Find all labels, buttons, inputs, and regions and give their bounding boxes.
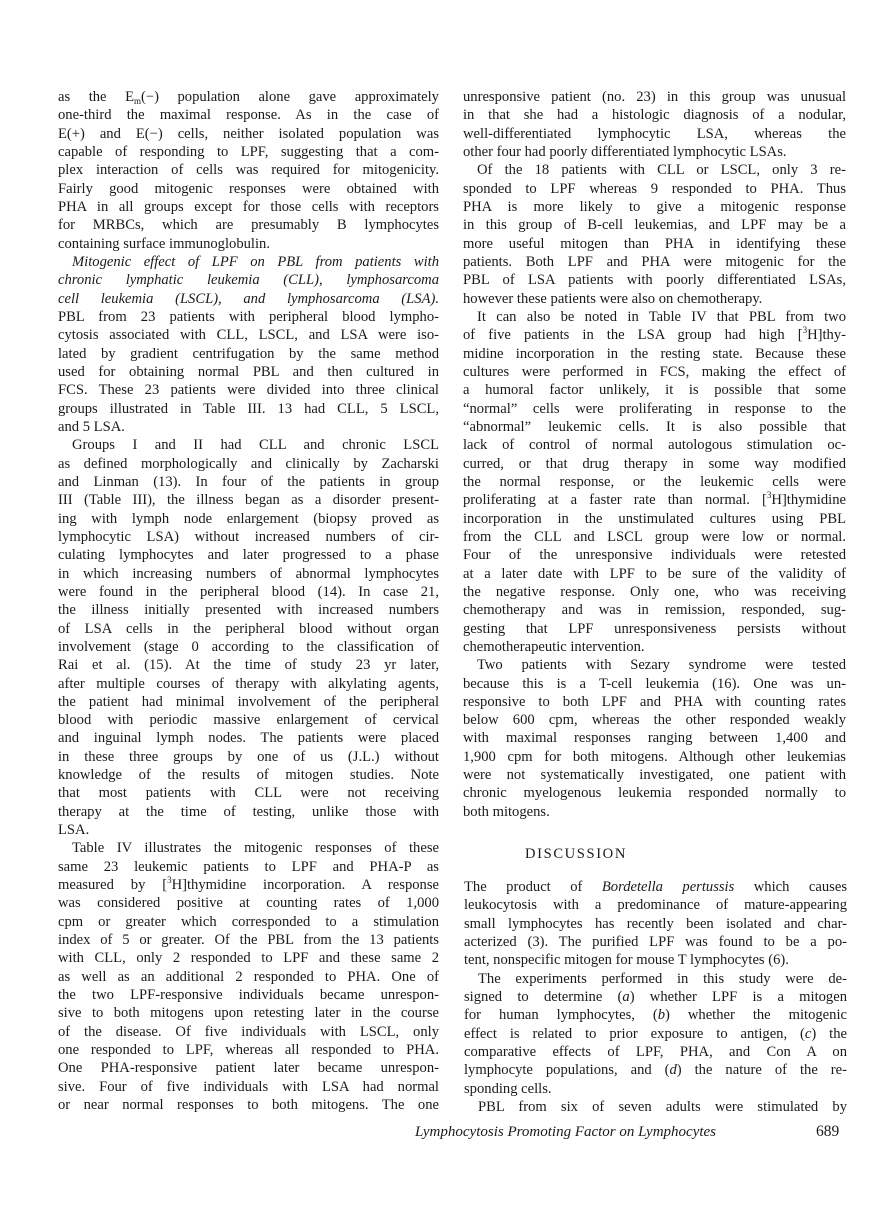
text-segment: signed to determine ( xyxy=(464,988,623,1005)
text-line: blood with periodic massive enlargement of cervical xyxy=(58,712,439,729)
text-line xyxy=(58,271,439,289)
superscript: 3 xyxy=(802,325,808,336)
text-line: Groups I and II had CLL and chronic LSCL xyxy=(72,437,439,454)
italic-text: Mitogenic effect of LPF on PBL from patients with xyxy=(72,253,439,270)
text-line: midine incorporation in the resting state. Because these xyxy=(463,345,846,362)
text-line: in which increasing numbers of abnormal lymphocytes xyxy=(58,565,439,582)
italic-text: chronic lymphatic leukemia (CLL), lymphosarcoma xyxy=(58,272,439,289)
text-line: The experiments performed in this study were de- xyxy=(478,970,847,987)
text-line xyxy=(464,1061,847,1079)
running-footer-title: Lymphocytosis Promoting Factor on Lymphocytes xyxy=(415,1124,717,1140)
text-line xyxy=(464,1006,847,1024)
text-line: however these patients were also on chemotherapy. xyxy=(463,290,763,307)
text-line: Rai et al. (15). At the time of study 23 yr later, xyxy=(58,657,439,674)
paragraph xyxy=(463,161,846,308)
text-line: in that she had a histologic diagnosis of a nodular, xyxy=(463,107,846,124)
paragraph xyxy=(464,970,847,1098)
text-line: index of 5 or greater. Of the PBL from the 13 patients xyxy=(58,932,439,949)
text-segment: ) the nature of the re- xyxy=(676,1062,847,1079)
text-line: Two patients with Sezary syndrome were tested xyxy=(477,657,846,674)
text-line: were found in the peripheral blood (14). In case 21, xyxy=(58,583,439,600)
discussion-section xyxy=(464,878,847,1116)
text-line: incorporation in the unstimulated cultures using PBL xyxy=(463,510,846,527)
paragraph xyxy=(58,839,439,1114)
text-line: chemotherapy and was in remission, responded, sug- xyxy=(463,602,846,619)
text-line: Four of the unresponsive individuals were retested xyxy=(463,547,846,564)
italic-text: d xyxy=(669,1062,677,1079)
text-line: was considered positive at counting rates of 1,000 xyxy=(58,895,439,912)
text-line: sive to both mitogens upon retesting later in the course xyxy=(58,1005,439,1022)
text-line: 1,900 cpm for both mitogens. Although other leukemias xyxy=(463,748,846,765)
text-line: cpm or greater which corresponded to a stimulation xyxy=(58,913,439,930)
text-line: lated by gradient centrifugation by the same method xyxy=(58,345,439,362)
text-segment: The product of xyxy=(464,879,602,895)
text-line: sponding cells. xyxy=(464,1080,552,1097)
text-line: Fairly good mitogenic responses were obtained with xyxy=(58,180,439,197)
text-line: as defined morphologically and clinically by Zacharski xyxy=(58,455,439,472)
subscript: m xyxy=(133,96,141,106)
text-line xyxy=(58,88,439,106)
text-line: PBL of LSA patients with poorly differentiated LSAs, xyxy=(463,272,846,289)
text-line: comparative effects of LPF, PHA, and Con A on xyxy=(464,1043,847,1060)
paragraph xyxy=(464,1098,847,1116)
text-line: from the CLL and LSCL group were low or normal. xyxy=(463,528,846,545)
text-line: the two LPF-responsive individuals became unrespon- xyxy=(58,987,439,1004)
text-line: leukocytosis with a predominance of mature-appearing xyxy=(464,897,847,914)
text-line: tent, nonspecific mitogen for mouse T lymphocytes (6). xyxy=(464,952,789,969)
text-line: for MRBCs, which are presumably B lymphocytes xyxy=(58,217,439,234)
text-line: the patient had minimal involvement of the peripheral xyxy=(58,693,439,710)
text-segment: for human lymphocytes, ( xyxy=(464,1007,658,1024)
paragraph xyxy=(463,656,846,821)
text-segment: ) the xyxy=(811,1025,847,1042)
text-line: capable of responding to LPF, suggesting that a com- xyxy=(58,143,439,160)
text-segment: H]thymidine xyxy=(771,492,846,509)
text-line: well-differentiated lymphocytic LSA, whereas the xyxy=(463,125,846,142)
text-line xyxy=(464,1025,847,1043)
text-segment: proliferating at a faster rate than normal. [ xyxy=(463,492,767,509)
text-segment: lymphocyte populations, and ( xyxy=(464,1062,670,1079)
text-line: PBL from six of seven adults were stimulated by xyxy=(478,1098,847,1115)
text-line: used for obtaining normal PBL and then cultured in xyxy=(58,363,439,380)
text-segment: ) whether LPF is a mitogen xyxy=(629,988,847,1005)
text-line: lymphocytic LSA) without increased numbers of cir- xyxy=(58,528,439,545)
text-line: in these three groups by one of us (J.L.) without xyxy=(58,748,439,765)
text-line: the illness initially presented with increased numbers xyxy=(58,602,439,619)
text-line: culating lymphocytes and later progressed to a phase xyxy=(58,547,439,564)
text-segment: H]thymidine incorporation. A response xyxy=(171,877,439,894)
text-line: patients. Both LPF and PHA were mitogenic for the xyxy=(463,253,846,270)
text-line: at a later date with LPF to be sure of the validity of xyxy=(463,565,846,582)
right-column xyxy=(463,88,846,821)
paragraph xyxy=(463,88,846,161)
text-line: cultures were performed in FCS, making the effect of xyxy=(463,363,846,380)
italic-text: a xyxy=(622,988,630,1005)
text-line: and 5 LSA. xyxy=(58,418,125,435)
text-line: after multiple courses of therapy with alkylating agents, xyxy=(58,675,439,692)
text-line: and inguinal lymph nodes. The patients were placed xyxy=(58,730,439,747)
text-line: containing surface immunoglobulin. xyxy=(58,235,270,252)
text-line: the normal response, or the leukemic cells were xyxy=(463,473,846,490)
section-heading-discussion: DISCUSSION xyxy=(525,846,627,862)
text-segment: effect is related to prior exposure to antigen, ( xyxy=(464,1025,805,1042)
text-line: PHA is more likely to give a mitogenic response xyxy=(463,198,846,215)
text-line: curred, or that drug therapy in some way modified xyxy=(463,455,846,472)
text-line: of LSA cells in the peripheral blood without organ xyxy=(58,620,439,637)
text-segment: as the E xyxy=(58,89,134,105)
text-segment: measured by [ xyxy=(58,877,168,894)
italic-text: c xyxy=(804,1025,812,1042)
paragraph xyxy=(464,878,847,970)
paragraph xyxy=(58,88,439,253)
italic-text: cell leukemia (LSCL), and lymphosarcoma (LSA). xyxy=(58,290,439,307)
text-line: of the disease. Of five individuals with LSCL, only xyxy=(58,1023,439,1040)
text-line: with CLL, only 2 responded to LPF and these same 2 xyxy=(58,950,439,967)
text-line: same 23 leukemic patients to LPF and PHA-P as xyxy=(58,858,439,875)
text-line: It can also be noted in Table IV that PBL from two xyxy=(477,308,846,325)
text-line: cytosis associated with CLL, LSCL, and LSA were iso- xyxy=(58,327,439,344)
text-line: PBL from 23 patients with peripheral blood lympho- xyxy=(58,308,439,325)
text-line: one responded to LPF, whereas all responded to PHA. xyxy=(58,1042,439,1059)
text-line xyxy=(464,878,847,896)
text-line: ing with lymph node enlargement (biopsy proved as xyxy=(58,510,439,527)
text-line: chemotherapeutic intervention. xyxy=(463,638,645,655)
paragraph xyxy=(463,308,846,656)
text-line: responsive to both LPF and PHA with counting rates xyxy=(463,693,846,710)
text-line: “normal” cells were proliferating in response to the xyxy=(463,400,846,417)
text-line: PHA in all groups except for those cells with receptors xyxy=(58,198,439,215)
text-line xyxy=(464,988,847,1006)
text-line: sponded to LPF whereas 9 responded to PHA. Thus xyxy=(463,180,846,197)
text-line: III (Table III), the illness began as a disorder present- xyxy=(58,492,439,509)
text-line: small lymphocytes has recently been isolated and char- xyxy=(464,915,847,932)
text-line: knowledge of the results of mitogen studies. Note xyxy=(58,767,439,784)
text-segment: of five patients in the LSA group had high [ xyxy=(463,327,803,344)
text-line: Table IV illustrates the mitogenic responses of these xyxy=(72,840,439,857)
text-line: therapy at the time of testing, unlike those with xyxy=(58,803,439,820)
page-number: 689 xyxy=(816,1123,840,1140)
text-segment: (−) population alone gave approximately xyxy=(141,89,439,105)
text-line: and Linman (13). In four of the patients in group xyxy=(58,473,439,490)
text-line: “abnormal” leukemic cells. It is also possible that xyxy=(463,418,846,435)
text-line: because this is a T-cell leukemia (16). One was un- xyxy=(463,675,846,692)
text-line: E(+) and E(−) cells, neither isolated population was xyxy=(58,125,439,142)
text-line: were not systematically investigated, one patient with xyxy=(463,767,846,784)
text-line: One PHA-responsive patient later became unrespon- xyxy=(58,1060,439,1077)
text-line: acterized (3). The purified LPF was found to be a po- xyxy=(464,933,847,950)
text-line: groups illustrated in Table III. 13 had CLL, 5 LSCL, xyxy=(58,400,439,417)
text-line: more useful mitogen than PHA in identifying these xyxy=(463,235,846,252)
text-line: gesting that LPF unresponsiveness persists without xyxy=(463,620,846,637)
italic-text: Bordetella pertussis xyxy=(601,879,735,895)
text-segment: ) whether the mitogenic xyxy=(665,1007,847,1024)
text-line xyxy=(58,290,439,308)
text-line: one-third the maximal response. As in the case of xyxy=(58,107,439,124)
text-line: other four had poorly differentiated lymphocytic LSAs. xyxy=(463,143,787,160)
text-line: FCS. These 23 patients were divided into three clinical xyxy=(58,382,439,399)
text-line: both mitogens. xyxy=(463,803,550,820)
paragraph xyxy=(58,436,439,839)
text-line: that most patients with CLL were not receiving xyxy=(58,785,439,802)
text-line: involvement (stage 0 according to the classification of xyxy=(58,638,439,655)
text-line: sive. Four of five individuals with LSA had normal xyxy=(58,1078,439,1095)
text-line: the negative response. Only one, who was receiving xyxy=(463,583,846,600)
text-line: plex interaction of cells was required for mitogenicity. xyxy=(58,162,439,179)
text-line: as well as an additional 2 responded to PHA. One of xyxy=(58,968,439,985)
text-line: chronic myelogenous leukemia responded normally to xyxy=(463,785,846,802)
text-line: with maximal responses ranging between 1,400 and xyxy=(463,730,846,747)
text-line: in this group of B-cell leukemias, and LPF may be a xyxy=(463,217,846,234)
paragraph xyxy=(58,253,439,436)
left-column xyxy=(58,88,439,1114)
text-line: lack of control of normal autologous stimulation oc- xyxy=(463,437,846,454)
text-line xyxy=(58,876,439,894)
text-line xyxy=(58,253,439,271)
superscript: 3 xyxy=(766,490,772,501)
text-segment: H]thy- xyxy=(807,327,846,344)
text-line xyxy=(463,491,846,509)
text-segment: which causes xyxy=(734,879,847,895)
text-line: below 600 cpm, whereas the other responded weakly xyxy=(463,712,846,729)
italic-text: b xyxy=(657,1007,666,1024)
text-line: a humoral factor unlikely, it is possible that some xyxy=(463,382,846,399)
text-line: unresponsive patient (no. 23) in this group was unusual xyxy=(463,89,846,105)
text-line: Of the 18 patients with CLL or LSCL, only 3 re- xyxy=(477,162,846,179)
text-line xyxy=(463,326,846,344)
text-line: or near normal responses to both mitogens. The one xyxy=(58,1097,439,1114)
superscript: 3 xyxy=(167,875,172,886)
text-line: LSA. xyxy=(58,822,90,839)
